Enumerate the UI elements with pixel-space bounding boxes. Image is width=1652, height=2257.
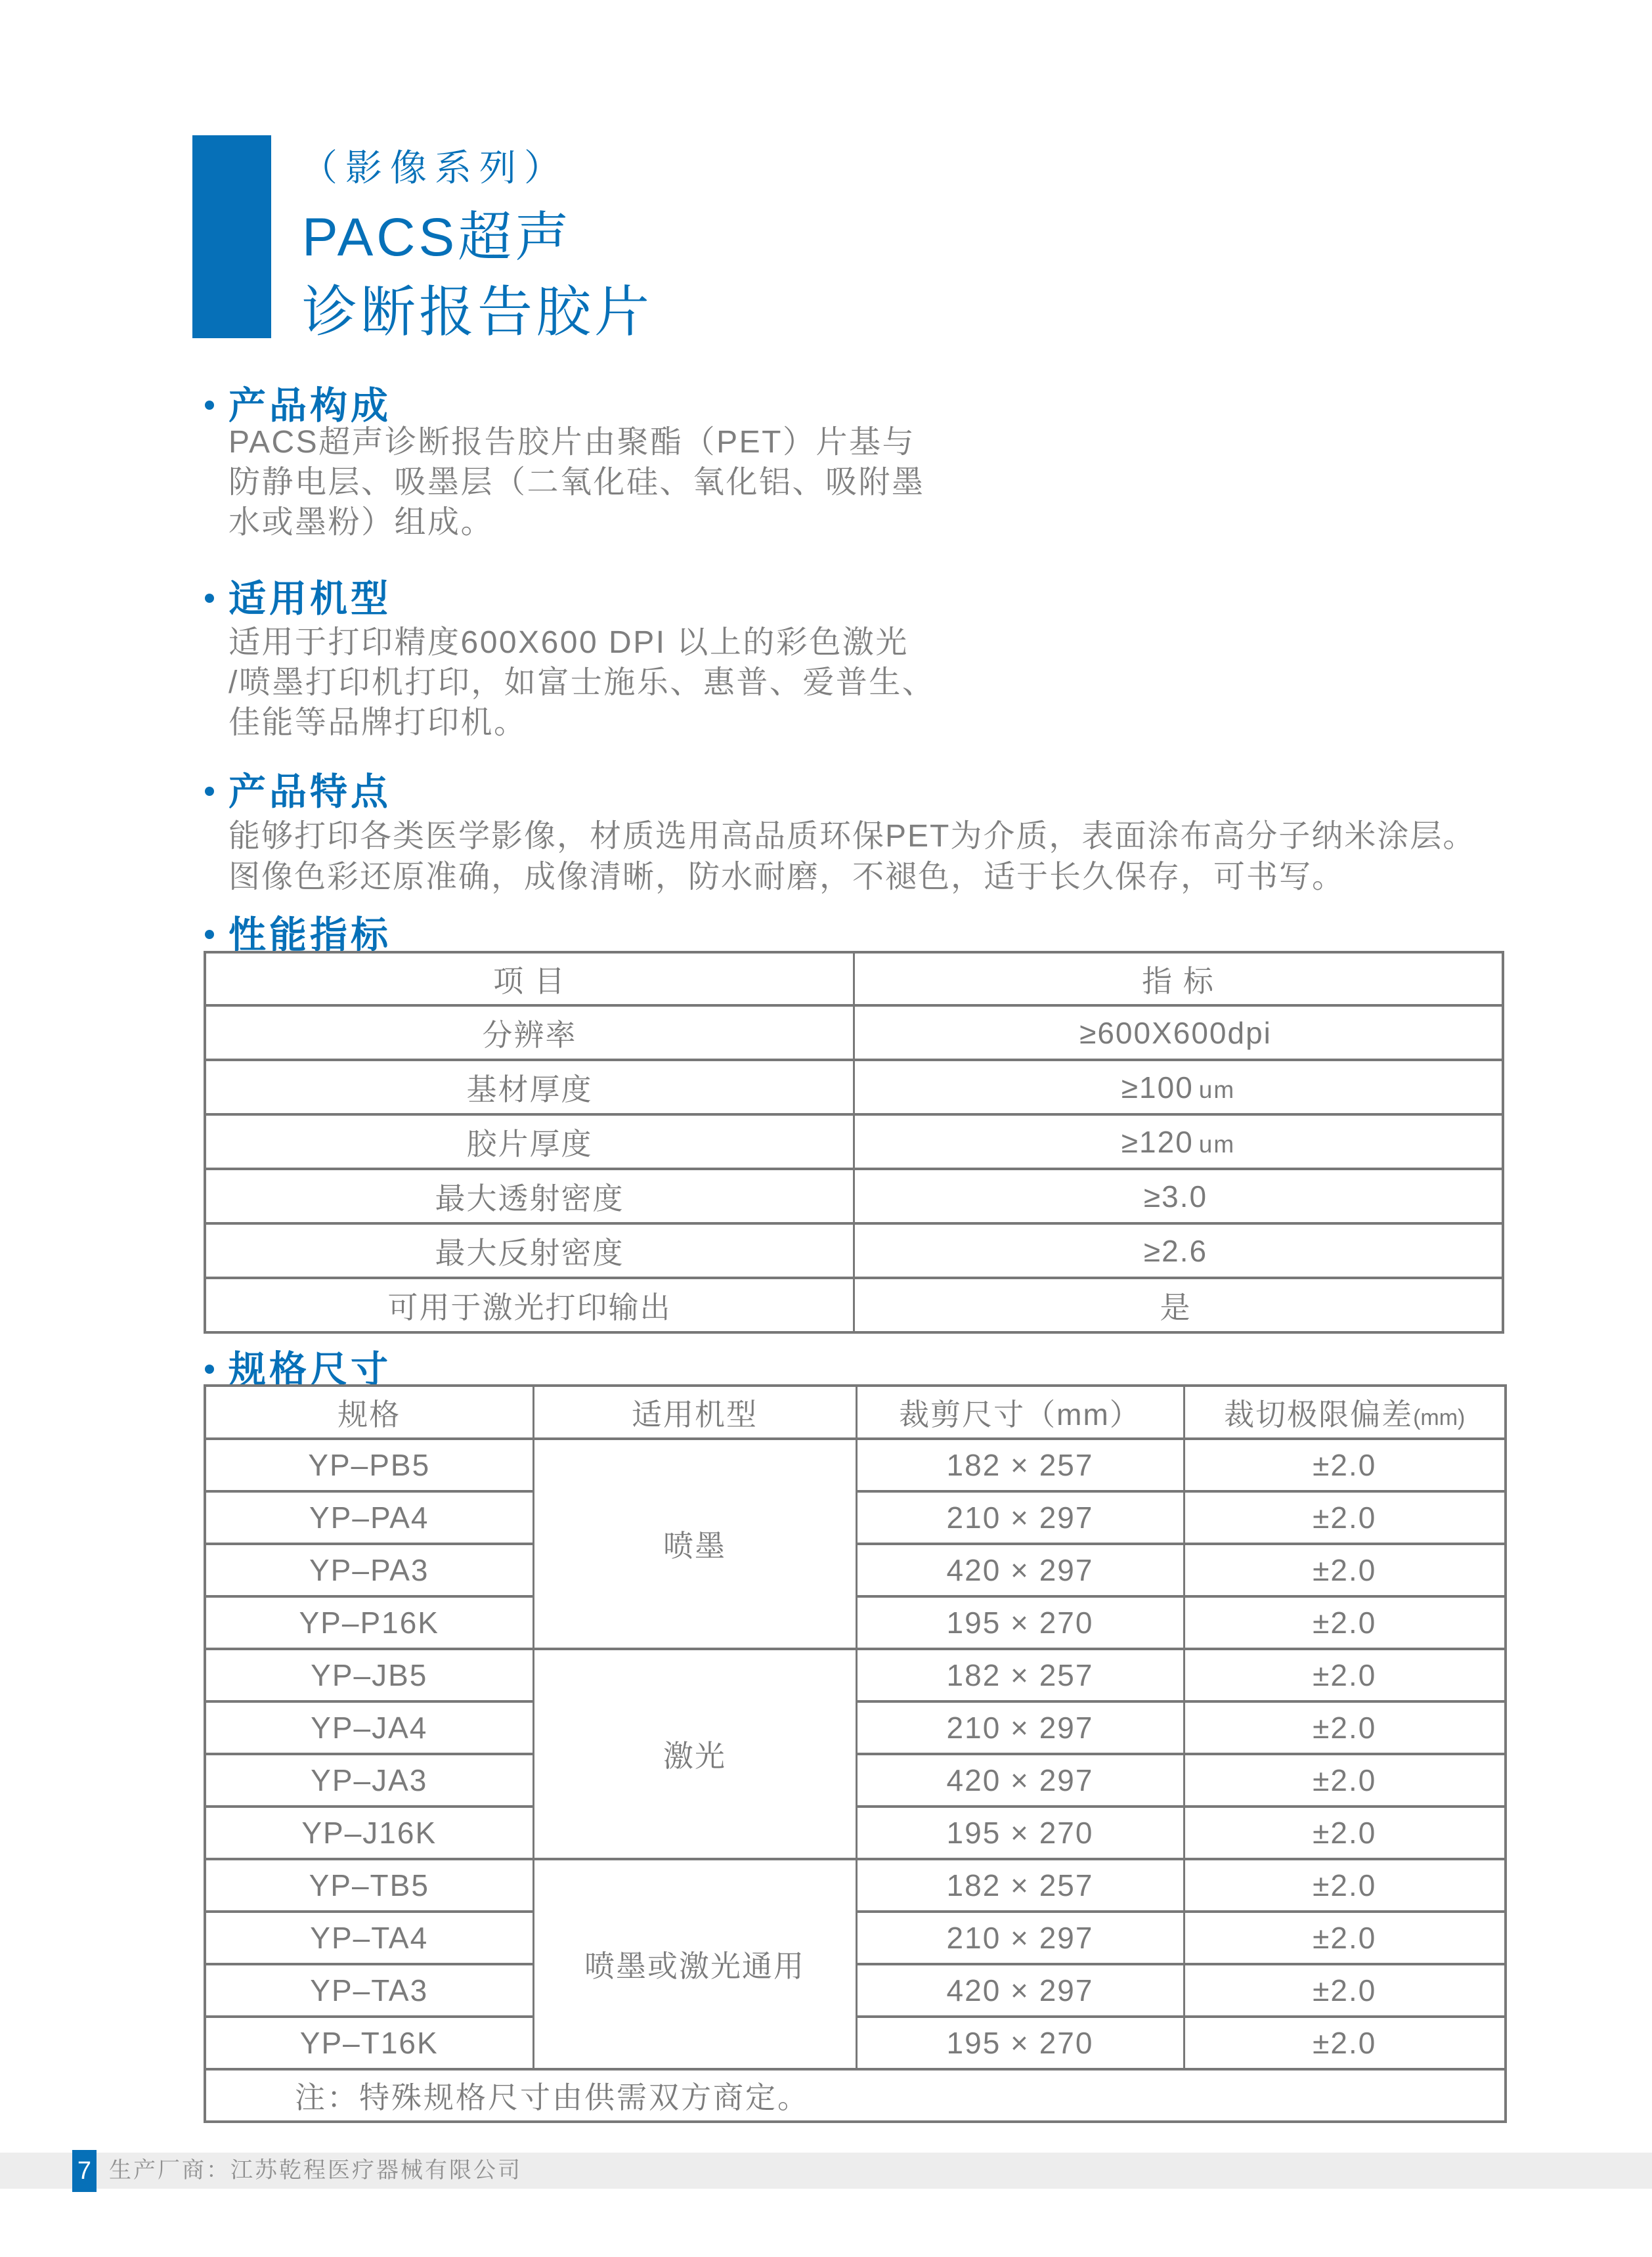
size-cell: 195 × 270: [856, 1807, 1184, 1859]
tolerance-cell: ±2.0: [1184, 1701, 1506, 1754]
value-unit: um: [1198, 1076, 1236, 1103]
perf-value: [854, 1005, 1504, 1060]
table-header-row: [205, 1386, 1506, 1439]
section-heading-label: 产品构成: [228, 385, 391, 427]
size-cell: 182 × 257: [856, 1649, 1184, 1701]
column-header-item: 项 目: [205, 952, 854, 1005]
tolerance-cell: ±2.0: [1184, 1754, 1506, 1807]
printer-type-group-cell: 喷墨: [533, 1439, 856, 1649]
bullet-dot-icon: [205, 594, 214, 603]
section-body-features: [228, 816, 1475, 898]
model-cell: YP–PA3: [205, 1544, 533, 1596]
body-line: PACS超声诊断报告胶片由聚酯（PET）片基与: [228, 425, 916, 460]
section-body-printers: [228, 623, 935, 743]
perf-item: 最大透射密度: [205, 1169, 854, 1223]
table-note: 注：特殊规格尺寸由供需双方商定。: [205, 2069, 1506, 2122]
size-cell: 210 × 297: [856, 1701, 1184, 1754]
model-cell: YP–JB5: [205, 1649, 533, 1701]
value-text: ≥600X600dpi: [1079, 1015, 1272, 1050]
section-heading-label: 规格尺寸: [228, 1349, 391, 1391]
model-cell: YP–T16K: [205, 2017, 533, 2069]
model-cell: YP–PA4: [205, 1491, 533, 1544]
tolerance-cell: ±2.0: [1184, 1544, 1506, 1596]
section-heading-features: [205, 762, 391, 816]
tolerance-cell: ±2.0: [1184, 1807, 1506, 1859]
value-text: ≥100: [1121, 1070, 1194, 1105]
size-cell: 195 × 270: [856, 1596, 1184, 1649]
body-line: 图像色彩还原准确，成像清晰，防水耐磨，不褪色，适于长久保存，可书写。: [228, 860, 1345, 894]
model-cell: YP–JA3: [205, 1754, 533, 1807]
section-heading-label: 产品特点: [228, 771, 391, 813]
table-row: [205, 1114, 1503, 1169]
perf-item: 最大反射密度: [205, 1223, 854, 1278]
perf-value: [854, 1169, 1504, 1223]
tolerance-cell: ±2.0: [1184, 1596, 1506, 1649]
header-unit: (mm): [1413, 1405, 1466, 1430]
table-row: [205, 1005, 1503, 1060]
tolerance-cell: ±2.0: [1184, 2017, 1506, 2069]
performance-table: [204, 951, 1504, 1334]
perf-item: 分辨率: [205, 1005, 854, 1060]
section-heading-printers: [205, 569, 391, 623]
model-cell: YP–JA4: [205, 1701, 533, 1754]
perf-value: [854, 1114, 1504, 1169]
perf-value: [854, 1278, 1504, 1332]
manufacturer-text: 生产厂商：江苏乾程医疗器械有限公司: [109, 2158, 522, 2183]
table-row: [205, 1278, 1503, 1332]
tolerance-cell: ±2.0: [1184, 1912, 1506, 1964]
column-header-type: 适用机型: [533, 1386, 856, 1439]
series-label: （影像系列）: [301, 147, 569, 188]
size-cell: 182 × 257: [856, 1439, 1184, 1491]
table-row: [205, 1223, 1503, 1278]
model-cell: YP–TA4: [205, 1912, 533, 1964]
page-number-badge: 7: [72, 2150, 97, 2192]
perf-value: [854, 1060, 1504, 1114]
bullet-dot-icon: [205, 787, 214, 796]
spec-table: [204, 1384, 1507, 2123]
body-line: 水或墨粉）组成。: [228, 505, 494, 540]
table-note-row: [205, 2069, 1506, 2122]
body-line: 佳能等品牌打印机。: [228, 705, 527, 740]
perf-item: 可用于激光打印输出: [205, 1278, 854, 1332]
size-cell: 420 × 297: [856, 1544, 1184, 1596]
size-cell: 182 × 257: [856, 1859, 1184, 1912]
value-text: ≥2.6: [1143, 1233, 1208, 1268]
size-cell: 420 × 297: [856, 1964, 1184, 2017]
tolerance-cell: ±2.0: [1184, 1649, 1506, 1701]
table-row: [205, 1060, 1503, 1114]
bullet-dot-icon: [205, 930, 214, 939]
printer-type-group-cell: 喷墨或激光通用: [533, 1859, 856, 2069]
perf-item: 胶片厚度: [205, 1114, 854, 1169]
bullet-dot-icon: [205, 401, 214, 410]
table-header-row: [205, 952, 1503, 1005]
table-row: [205, 1439, 1506, 1491]
value-text: ≥3.0: [1143, 1179, 1208, 1214]
section-heading-composition: [205, 376, 391, 429]
section-heading-label: 适用机型: [228, 578, 391, 620]
tolerance-cell: ±2.0: [1184, 1439, 1506, 1491]
column-header-size: 裁剪尺寸（mm）: [856, 1386, 1184, 1439]
model-cell: YP–J16K: [205, 1807, 533, 1859]
tolerance-cell: ±2.0: [1184, 1491, 1506, 1544]
value-text: 是: [1160, 1290, 1192, 1325]
column-header-tolerance: [1184, 1386, 1506, 1439]
table-row: [205, 1649, 1506, 1701]
size-cell: 420 × 297: [856, 1754, 1184, 1807]
model-cell: YP–TB5: [205, 1859, 533, 1912]
tolerance-cell: ±2.0: [1184, 1964, 1506, 2017]
bullet-dot-icon: [205, 1365, 214, 1374]
value-unit: um: [1198, 1130, 1236, 1158]
perf-item: 基材厚度: [205, 1060, 854, 1114]
section-heading-label: 性能指标: [228, 914, 391, 956]
model-cell: YP–TA3: [205, 1964, 533, 2017]
page-title-line2: 诊断报告胶片: [302, 281, 653, 343]
table-row: [205, 1169, 1503, 1223]
tolerance-cell: ±2.0: [1184, 1859, 1506, 1912]
brand-blue-bar: [192, 135, 271, 338]
printer-type-group-cell: 激光: [533, 1649, 856, 1859]
size-cell: 210 × 297: [856, 1491, 1184, 1544]
perf-value: [854, 1223, 1504, 1278]
model-cell: YP–PB5: [205, 1439, 533, 1491]
value-text: ≥120: [1121, 1124, 1194, 1159]
column-header-value: 指 标: [854, 952, 1504, 1005]
body-line: /喷墨打印机打印，如富士施乐、惠普、爱普生、: [228, 665, 936, 700]
page-title-line1: PACS超声: [302, 208, 573, 267]
section-body-composition: [228, 422, 925, 542]
header-text: 裁切极限偏差: [1224, 1397, 1414, 1432]
size-cell: 210 × 297: [856, 1912, 1184, 1964]
body-line: 能够打印各类医学影像，材质选用高品质环保PET为介质，表面涂布高分子纳米涂层。: [228, 819, 1476, 854]
body-line: 适用于打印精度600X600 DPI 以上的彩色激光: [228, 625, 909, 660]
column-header-model: 规格: [205, 1386, 533, 1439]
table-row: [205, 1859, 1506, 1912]
model-cell: YP–P16K: [205, 1596, 533, 1649]
body-line: 防静电层、吸墨层（二氧化硅、氧化铝、吸附墨: [228, 465, 925, 500]
size-cell: 195 × 270: [856, 2017, 1184, 2069]
